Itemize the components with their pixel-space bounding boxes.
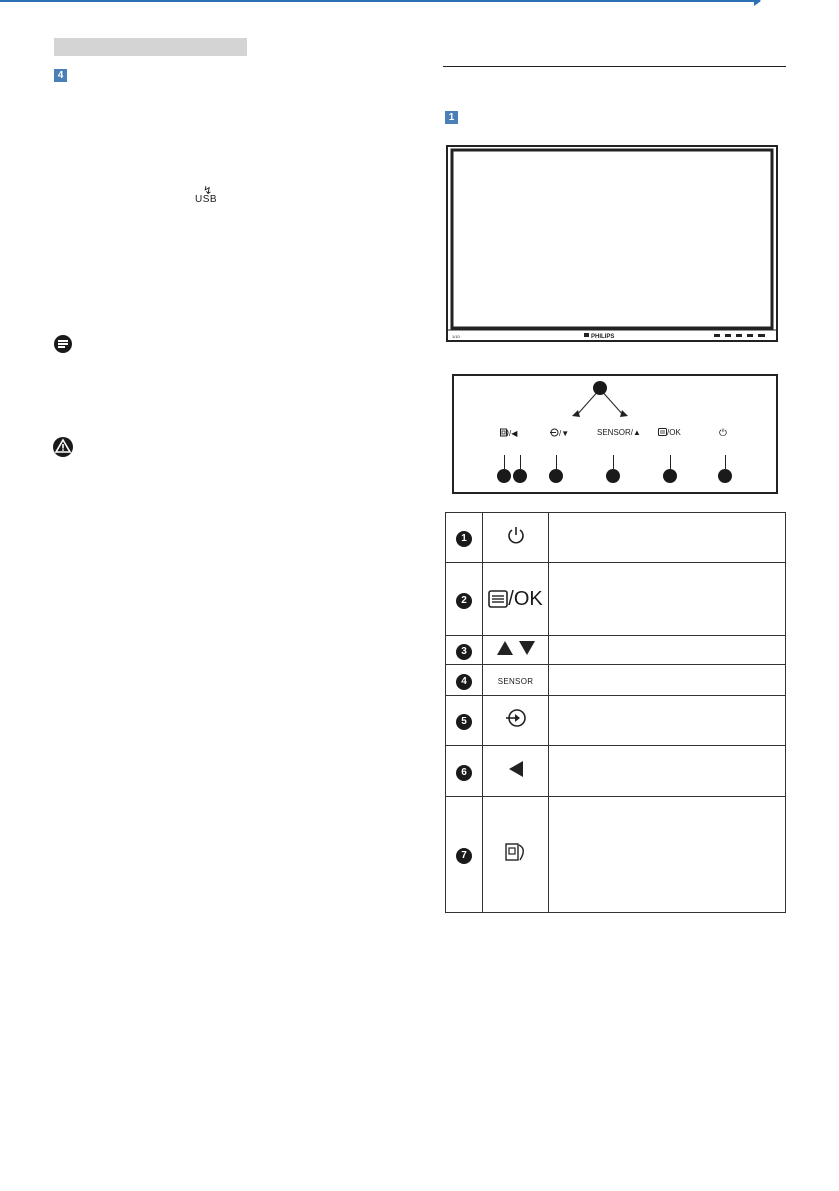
- input-icon: [550, 428, 559, 437]
- monitor-front-illustration: [446, 145, 778, 342]
- menu-icon: [658, 428, 667, 436]
- input-down-button-label: /▼: [550, 428, 569, 438]
- button-tick: [556, 455, 557, 469]
- button-tick: [613, 455, 614, 469]
- callout-1-marker: [718, 469, 732, 483]
- right-section-rule: [443, 66, 786, 67]
- button-tick: [725, 455, 726, 469]
- svg-text:1/10: 1/10: [452, 334, 460, 339]
- table-row: [446, 797, 786, 913]
- ok-label: /OK: [508, 587, 543, 610]
- note-icon: [54, 335, 72, 353]
- smartimage-left-button-label: /◀: [500, 428, 517, 438]
- top-rule-arrow-icon: [754, 0, 761, 6]
- row-number: 6: [456, 765, 472, 781]
- key-function-table: [445, 512, 786, 913]
- description-cell: [549, 513, 786, 563]
- table-row: [446, 746, 786, 797]
- top-rule: [0, 0, 755, 2]
- description-cell: [549, 636, 786, 665]
- description-cell: [549, 665, 786, 696]
- sensor-icon: SENSOR: [497, 677, 534, 686]
- menu-ok-button-label: /OK: [658, 428, 681, 437]
- callout-3-marker: [593, 381, 607, 395]
- description-cell: [549, 696, 786, 746]
- smartimage-icon: [500, 428, 509, 437]
- row-number: 1: [456, 531, 472, 547]
- table-row: [446, 696, 786, 746]
- sensor-up-button-label: SENSOR/▲: [597, 428, 641, 437]
- smartimage-icon: [505, 842, 527, 862]
- table-row: [446, 636, 786, 665]
- philips-logo: PHILIPS: [591, 334, 615, 340]
- step-number-right: 1: [445, 111, 458, 124]
- usb-charge-icon: [195, 184, 221, 206]
- callout-4-marker: [606, 469, 620, 483]
- power-icon: [506, 525, 526, 545]
- step-number-left: 4: [54, 69, 67, 82]
- button-tick: [670, 455, 671, 469]
- row-number: 3: [456, 644, 472, 660]
- callout-6-marker: [513, 469, 527, 483]
- section-header-bar: [54, 38, 247, 56]
- callout-2-marker: [663, 469, 677, 483]
- button-tick: [504, 455, 505, 469]
- warning-icon: [53, 437, 73, 457]
- left-arrow-icon: [508, 760, 524, 778]
- table-row: [446, 665, 786, 696]
- row-number: 2: [456, 593, 472, 609]
- menu-ok-icon: [488, 590, 508, 608]
- description-cell: [549, 746, 786, 797]
- description-cell: [549, 797, 786, 913]
- power-button-label: ⏻: [719, 428, 727, 439]
- monitor-model-label: [452, 334, 461, 339]
- up-down-arrows-icon: [496, 640, 536, 656]
- row-number: 5: [456, 714, 472, 730]
- table-row: [446, 563, 786, 636]
- row-number: 7: [456, 848, 472, 864]
- callout-7-marker: [497, 469, 511, 483]
- table-row: [446, 513, 786, 563]
- callout-5-marker: [549, 469, 563, 483]
- lightning-icon: ↯: [203, 184, 213, 197]
- input-icon: [505, 708, 527, 728]
- description-cell: [549, 563, 786, 636]
- row-number: 4: [456, 674, 472, 690]
- button-tick: [520, 455, 521, 469]
- usb-icon-label: USB: [195, 194, 218, 205]
